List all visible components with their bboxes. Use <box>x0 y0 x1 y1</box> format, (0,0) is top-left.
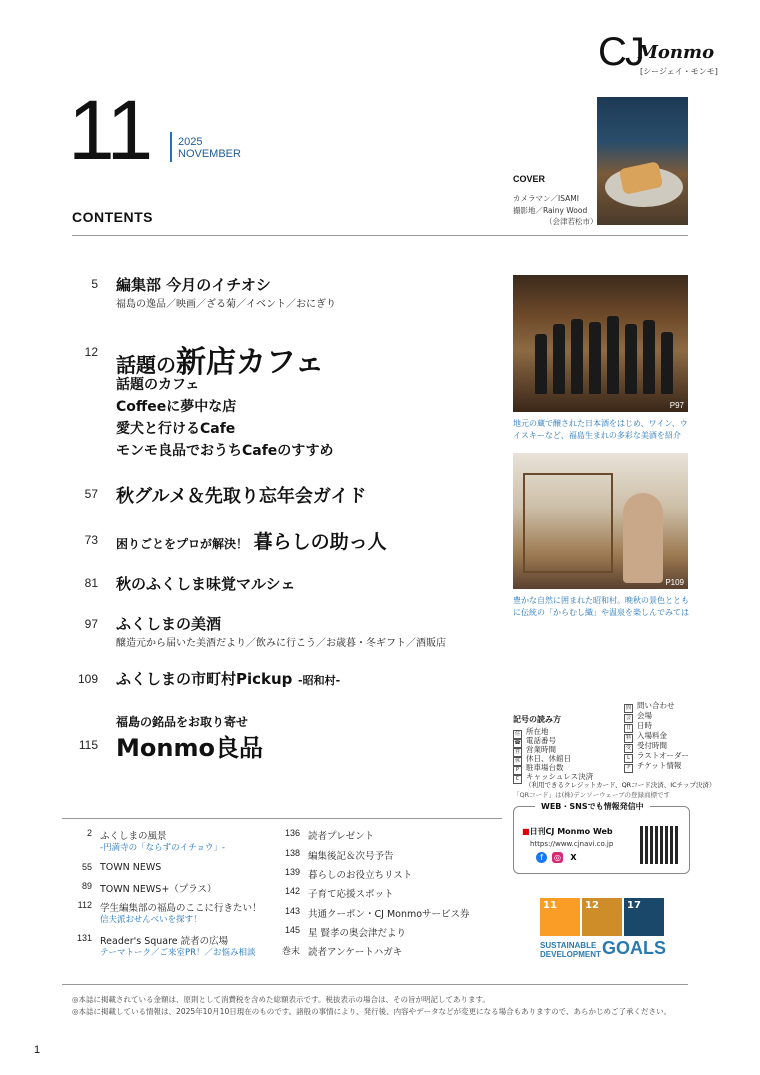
logo-cj: CJ <box>598 30 643 74</box>
sdg-text: SUSTAINABLE DEVELOPMENT <box>540 941 601 959</box>
legend-item: L ラストオーダー <box>624 750 689 763</box>
issue-number: 11 <box>68 83 152 177</box>
facebook-icon[interactable]: f <box>536 852 547 863</box>
toc-subtitle: 福島の逸品／映画／ざる菊／イベント／おにぎり <box>116 299 336 310</box>
photo-page-ref: P109 <box>665 578 684 587</box>
small-toc-title[interactable]: 暮らしのお役立ちリスト <box>308 870 413 881</box>
toc-page: 115 <box>78 738 98 752</box>
contents-heading: CONTENTS <box>72 209 153 225</box>
legend-item: 料 入場料金 <box>625 731 667 741</box>
toc-feature-item: 話題のカフェ <box>116 377 200 393</box>
bottle <box>535 334 547 394</box>
cover-label: COVER <box>513 174 546 184</box>
web-url[interactable]: https://www.cjnavi.co.jp <box>530 840 614 848</box>
toc-title[interactable]: 秋のふくしま味覚マルシェ <box>116 575 296 593</box>
cover-credit-photographer: カメラマン／ISAMI <box>513 194 579 203</box>
bottle <box>643 320 655 394</box>
sdg-11-icon: 11 <box>540 898 580 936</box>
issue-month: NOVEMBER <box>178 148 241 160</box>
phone-icon: ☎ <box>514 740 521 746</box>
web-name[interactable]: ■日刊CJ Monmo Web <box>522 827 613 836</box>
legend-item: チ チケット情報 <box>625 761 682 771</box>
cover-credit-city: （会津若松市） <box>545 217 598 226</box>
toc-title[interactable] <box>116 668 340 689</box>
small-toc-page: 巻末 <box>281 946 300 956</box>
small-toc-page: 139 <box>284 867 300 877</box>
toc-page: 5 <box>91 277 98 291</box>
toc-title-b: 暮らしの助っ人 <box>253 531 387 553</box>
toc-title[interactable] <box>116 527 387 554</box>
web-marker: ■ <box>522 827 530 836</box>
qr-code[interactable] <box>640 826 678 864</box>
small-toc-title[interactable]: ふくしまの風景 <box>100 831 167 842</box>
small-toc-page: 112 <box>77 900 92 910</box>
small-toc-page: 143 <box>284 906 300 916</box>
toc-page: 97 <box>84 617 98 631</box>
toc-page: 81 <box>84 576 98 590</box>
sdg-12-icon: 12 <box>582 898 622 936</box>
sdg-17-icon: 17 <box>624 898 664 936</box>
toc-title-b: -昭和村- <box>298 674 341 687</box>
loom-frame <box>523 473 613 573</box>
toc-page: 57 <box>84 487 98 501</box>
contact-icon: 問 <box>625 705 631 711</box>
note-price: ◎本誌に掲載されている金額は、原則として消費税を含めた総額表示です。税抜表示の場合は、その旨が明記してあります。 <box>72 995 490 1004</box>
sdg-goals: GOALS <box>602 938 667 958</box>
small-toc-sub: -円満寺の「ならずのイチョウ」- <box>100 843 225 853</box>
last-order-icon: L <box>624 754 633 763</box>
cover-photo <box>597 97 688 225</box>
notes-rule <box>62 984 688 985</box>
bottle <box>607 316 619 394</box>
toc-feature-title-b: 新店カフェ <box>176 345 325 380</box>
toc-title[interactable]: ふくしまの美酒 <box>116 615 222 633</box>
loom-caption: 豊かな自然に囲まれた昭和村。晩秋の景色とともに伝統の「からむし織」や温泉を楽しんでみては <box>513 596 689 617</box>
reception-icon: 受 <box>625 745 631 751</box>
x-icon[interactable]: X <box>568 852 579 863</box>
small-toc-title[interactable]: 共通クーポン・CJ Monmoサービス券 <box>308 909 470 920</box>
logo-subtitle: [シージェイ・モンモ] <box>640 67 718 76</box>
small-toc-page: 145 <box>284 925 300 935</box>
small-toc-page: 136 <box>284 828 300 838</box>
note-date: ◎本誌に掲載している情報は、2025年10月10日現在のものです。諸般の事情により、発行後、内容やデータなどが変更になる場合もありますので、あらかじめご了承ください。 <box>72 1007 671 1016</box>
legend-item: ☎ 電話番号 <box>514 736 556 746</box>
toc-page: 12 <box>84 345 98 359</box>
small-toc-page: 131 <box>76 933 92 943</box>
toc-page: 73 <box>84 533 98 547</box>
loom-photo <box>513 453 688 589</box>
bottle <box>661 332 673 394</box>
bottle <box>589 322 601 394</box>
small-toc-sub: 信夫派おせんべいを探す！ <box>100 915 202 925</box>
legend-item: 会 会場 <box>625 711 652 721</box>
small-toc-title[interactable]: TOWN NEWS <box>100 862 162 873</box>
small-toc-title[interactable]: 星 賢孝の奥会津だより <box>308 928 407 939</box>
small-toc-title[interactable]: TOWN NEWS+（プラス） <box>100 884 217 895</box>
parking-icon: P <box>513 766 522 775</box>
bottle <box>553 324 565 394</box>
bottle <box>571 319 583 394</box>
cashless-icon: C <box>513 775 522 784</box>
venue-icon: 会 <box>625 715 631 721</box>
small-toc-sub: テーマトーク／ご来室PR！／お悩み相談 <box>100 948 256 958</box>
toc-title-a: ふくしまの市町村Pickup <box>116 670 293 688</box>
small-toc-title[interactable]: 学生編集部の福島のここに行きたい！ <box>100 903 262 914</box>
legend-item: C キャッシュレス決済 <box>513 771 593 784</box>
toc-title[interactable]: 秋グルメ＆先取り忘年会ガイド <box>116 486 367 507</box>
toc-title[interactable]: Monmo良品 <box>116 734 263 762</box>
instagram-icon[interactable]: ◎ <box>552 852 563 863</box>
small-toc-title[interactable]: 読者アンケートハガキ <box>308 947 403 958</box>
toc-page: 109 <box>77 672 98 686</box>
photo-page-ref: P97 <box>669 401 684 410</box>
legend-heading: 記号の読み方 <box>513 715 561 724</box>
sake-photo <box>513 275 688 412</box>
cover-credit-location: 撮影地／Rainy Wood <box>513 206 588 215</box>
small-toc-page: 89 <box>81 881 92 891</box>
legend-item: P 駐車場台数 <box>513 762 564 775</box>
legend-item: 営 営業時間 <box>514 745 556 755</box>
holiday-icon: 休 <box>514 758 520 764</box>
toc-feature-item: Coffeeに夢中な店 <box>116 399 237 415</box>
ticket-icon: チ <box>625 765 631 771</box>
legend-item: 休 休日、休館日 <box>514 754 571 764</box>
logo-monmo: Monmo <box>638 42 715 63</box>
issue-year: 2025 <box>178 136 203 148</box>
legend-item: 問 問い合わせ <box>625 701 675 711</box>
issue-divider <box>170 132 172 162</box>
legend-item: 日 日時 <box>625 721 652 731</box>
date-icon: 日 <box>625 725 631 731</box>
sake-caption: 地元の蔵で醸された日本酒をはじめ、ワイン、ウイスキーなど、福島生まれの多彩な美酒を紹介 <box>513 419 688 440</box>
small-toc-page: 142 <box>284 886 300 896</box>
hours-icon: 営 <box>514 749 520 755</box>
legend-item: 住 所在地 <box>514 727 549 737</box>
small-toc-title[interactable]: 読者プレゼント <box>308 831 375 842</box>
contents-rule <box>72 235 688 236</box>
small-toc-rule <box>62 818 502 819</box>
toc-subtitle: 醸造元から届いた美酒だより／飲みに行こう／お歳暮・冬ギフト／酒販店 <box>116 638 446 649</box>
address-icon: 住 <box>514 731 520 737</box>
fee-icon: 料 <box>625 735 631 741</box>
toc-pre-title: 福島の銘品をお取り寄せ <box>116 715 249 729</box>
small-toc-page: 2 <box>86 828 92 838</box>
legend-qr-note: 「QRコード」は(株)デンソーウェーブの登録商標です <box>513 791 670 799</box>
toc-title[interactable]: 編集部 今月のイチオシ <box>116 276 271 294</box>
page-number: 1 <box>34 1044 41 1056</box>
small-toc-page: 55 <box>81 862 92 872</box>
bottle <box>625 324 637 394</box>
toc-feature-item: モンモ良品でおうちCafeのすすめ <box>116 443 334 459</box>
toc-title-a: 困りごとをプロが解決！ <box>116 537 249 551</box>
small-toc-title[interactable]: 子育て応援スポット <box>308 889 394 900</box>
small-toc-page: 138 <box>284 848 300 858</box>
web-heading: WEB・SNSでも情報発信中 <box>535 801 650 812</box>
legend-item: 受 受付時間 <box>625 741 667 751</box>
small-toc-title[interactable]: Reader's Square 読者の広場 <box>100 936 229 947</box>
person <box>623 493 663 583</box>
small-toc-title[interactable]: 編集後記＆次号予告 <box>308 851 394 862</box>
toc-feature-title-a: 話題の <box>116 353 176 377</box>
toc-feature-item: 愛犬と行けるCafe <box>116 421 236 437</box>
legend-cashless-note: （利用できるクレジットカード、QRコード決済、ICチップ決済） <box>525 781 716 789</box>
